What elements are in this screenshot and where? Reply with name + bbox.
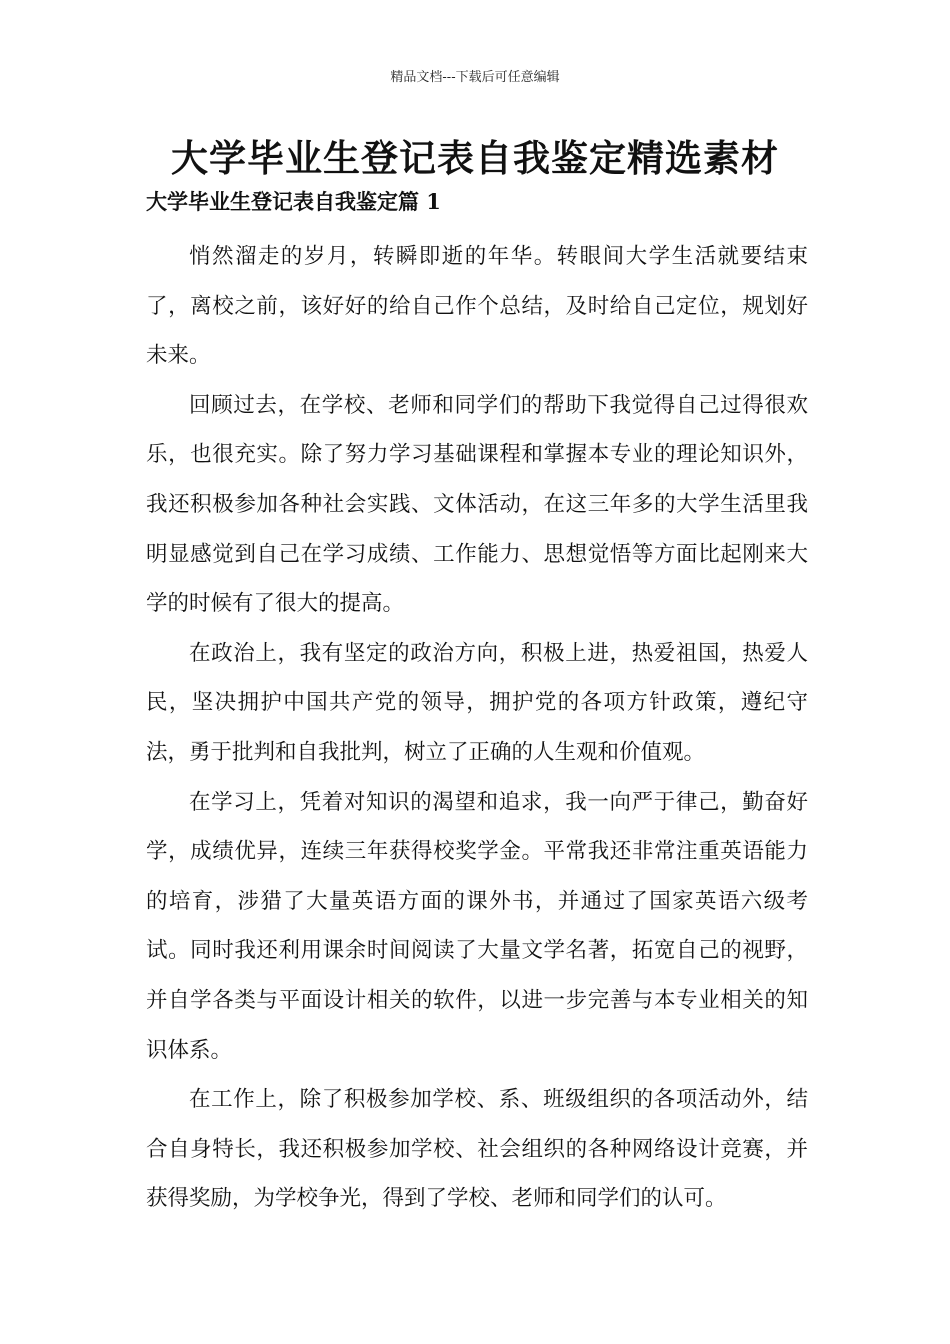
header-note: 精品文档---下载后可任意编辑	[390, 70, 560, 85]
paragraph-5: 在工作上，除了积极参加学校、系、班级组织的各项活动外，结合自身特长，我还积极参加学校、社会组织的各种网络设计竞赛，并获得奖励，为学校争光，得到了学校、老师和同学们的认可。	[146, 1087, 808, 1212]
paragraph-1: 悄然溜走的岁月，转瞬即逝的年华。转眼间大学生活就要结束了，离校之前，该好好的给自己作个总结，及时给自己定位，规划好未来。	[146, 244, 808, 369]
paragraph-4: 在学习上，凭着对知识的渴望和追求，我一向严于律己，勤奋好学，成绩优异，连续三年获得校奖学金。平常我还非常注重英语能力的培育，涉猎了大量英语方面的课外书，并通过了国家英语六级考试。同时我还利用课余时间阅读了大量文学名著，拓宽自己的视野，并自学各类与平面设计相关的软件，以进一步完善与本专业相关的知识体系。	[146, 789, 808, 1063]
body-text	[146, 232, 808, 1224]
paragraph-2: 回顾过去，在学校、老师和同学们的帮助下我觉得自己过得很欢乐，也很充实。除了努力学习基础课程和掌握本专业的理论知识外，我还积极参加各种社会实践、文体活动，在这三年多的大学生活里我明显感觉到自己在学习成绩、工作能力、思想觉悟等方面比起刚来大学的时候有了很大的提高。	[146, 392, 808, 617]
document-title: 大学毕业生登记表自我鉴定精选素材	[171, 137, 779, 180]
section-heading: 大学毕业生登记表自我鉴定篇 1	[146, 189, 441, 214]
paragraph-3: 在政治上，我有坚定的政治方向，积极上进，热爱祖国，热爱人民，坚决拥护中国共产党的领导，拥护党的各项方针政策，遵纪守法，勇于批判和自我批判，树立了正确的人生观和价值观。	[146, 640, 808, 765]
